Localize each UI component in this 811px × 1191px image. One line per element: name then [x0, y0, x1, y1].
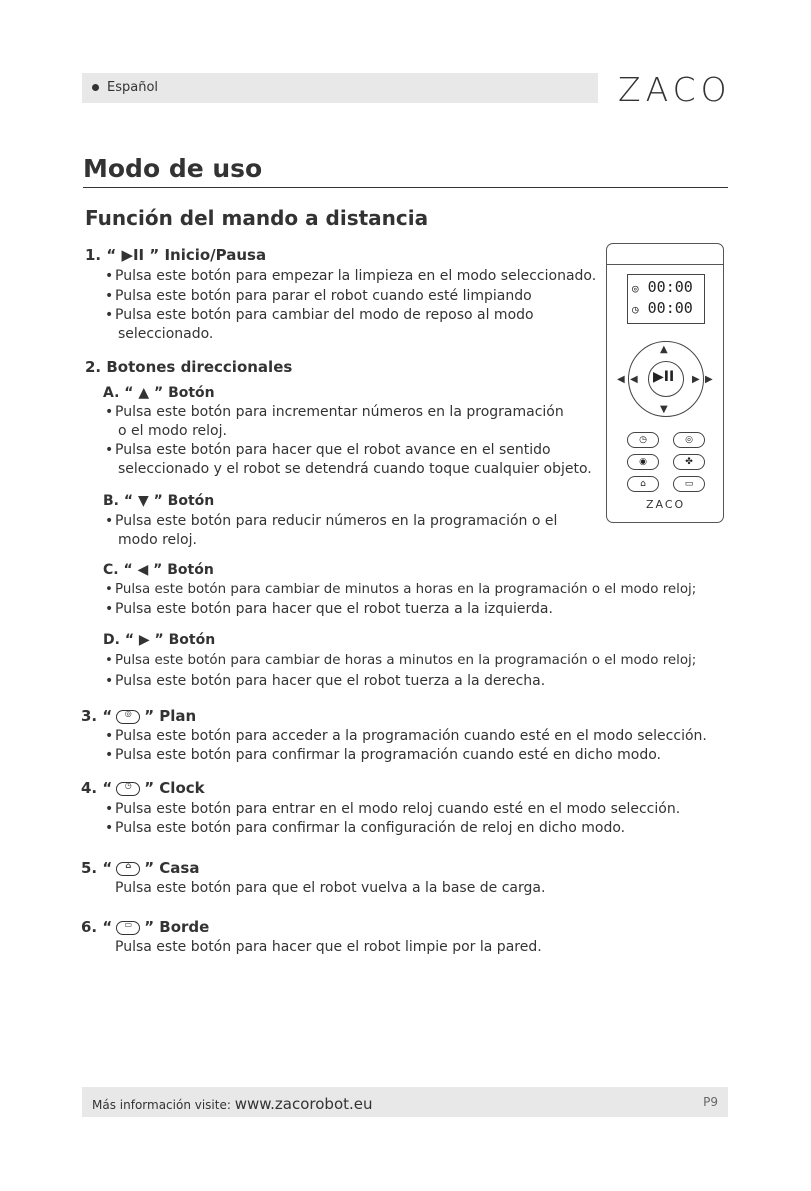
section-2a-line-2: o el modo reloj.: [118, 423, 227, 439]
page-title: Modo de uso: [83, 154, 263, 183]
section-1-line-1: • Pulsa este botón para empezar la limpieza en el modo seleccionado.: [105, 268, 597, 284]
section-2a-line-4: seleccionado y el robot se detendrá cuando toque cualquier objeto.: [118, 461, 592, 477]
edge-icon: ▭: [684, 479, 694, 489]
section-3-heading: 3. “ ◎ ” Plan: [81, 707, 197, 725]
section-4-line-2: • Pulsa este botón para confirmar la configuración de reloj en dicho modo.: [105, 820, 626, 836]
spiral-icon: ◉: [639, 457, 647, 467]
section-2b-heading: B. “ ▼ ” Botón: [103, 493, 215, 509]
section-2d-line-2: • Pulsa este botón para hacer que el robot tuerza a la derecha.: [105, 673, 546, 689]
remote-brand: ZACO: [646, 498, 686, 511]
home-button[interactable]: [627, 476, 659, 492]
section-2d-heading: D. “ ▶ ” Botón: [103, 632, 216, 648]
section-2b-line-1: • Pulsa este botón para reducir números en la programación o el: [105, 513, 558, 529]
plan-icon: ◎: [632, 282, 639, 295]
language-bar: [82, 73, 598, 103]
section-4-line-1: • Pulsa este botón para entrar en el modo reloj cuando esté en el modo selección.: [105, 801, 681, 817]
section-1-line-3: • Pulsa este botón para cambiar del modo de reposo al modo: [105, 307, 534, 323]
section-2c-line-2: • Pulsa este botón para hacer que el robot tuerza a la izquierda.: [105, 601, 553, 617]
section-3-line-1: • Pulsa este botón para acceder a la programación cuando esté en el modo selección.: [105, 728, 707, 744]
section-4-heading: 4. “ ◷ ” Clock: [81, 779, 205, 797]
fan-icon: ✤: [685, 457, 693, 467]
home-icon: ⌂: [640, 479, 646, 489]
section-1-heading: 1. “ ▶II ” Inicio/Pausa: [85, 246, 267, 264]
plan-icon: ◎: [685, 435, 693, 445]
section-2b-line-2: modo reloj.: [118, 532, 197, 548]
section-6-line-1: Pulsa este botón para hacer que el robot limpie por la pared.: [115, 939, 542, 955]
plan-button[interactable]: [673, 432, 705, 448]
arrow-up-icon[interactable]: ▲: [660, 344, 668, 355]
zaco-logo: ZACO: [618, 70, 732, 109]
section-2-heading: 2. Botones direccionales: [85, 358, 293, 376]
page-number: P9: [703, 1095, 718, 1109]
arrow-right-icon[interactable]: ▶: [692, 374, 700, 385]
clock-icon: ◷: [639, 435, 647, 445]
plan-icon: ◎: [116, 710, 140, 724]
clock-button[interactable]: [627, 432, 659, 448]
section-1-line-2: • Pulsa este botón para parar el robot cuando esté limpiando: [105, 288, 532, 304]
section-2d-line-1: • Pulsa este botón para cambiar de horas a minutos en la programación o el modo reloj;: [105, 653, 697, 668]
section-5-heading: 5. “ ⌂ ” Casa: [81, 859, 200, 877]
section-1-line-4: seleccionado.: [118, 326, 214, 342]
section-2c-line-1: • Pulsa este botón para cambiar de minutos a horas en la programación o el modo reloj;: [105, 582, 697, 597]
display-bottom-row: ◷ 00:00: [632, 299, 693, 317]
language-label: Español: [107, 80, 159, 95]
page-subtitle: Función del mando a distancia: [85, 206, 429, 230]
spot-button[interactable]: [627, 454, 659, 470]
bullet-icon: [92, 84, 99, 91]
section-2a-heading: A. “ ▲ ” Botón: [103, 385, 215, 401]
section-2a-line-3: • Pulsa este botón para hacer que el robot avance en el sentido: [105, 442, 551, 458]
footer-url[interactable]: www.zacorobot.eu: [234, 1095, 373, 1113]
remote-control-illustration: [606, 243, 724, 523]
remote-display: [627, 274, 705, 324]
display-top-row: ◎ 00:00: [632, 278, 693, 296]
section-5-line-1: Pulsa este botón para que el robot vuelva a la base de carga.: [115, 880, 546, 896]
edge-button[interactable]: [673, 476, 705, 492]
footer-info: Más información visite: www.zacorobot.eu: [92, 1095, 373, 1113]
home-icon: ⌂: [116, 862, 140, 876]
footer-bar: [82, 1087, 728, 1117]
edge-icon: ▭: [116, 921, 140, 935]
arrow-left-icon[interactable]: ◀: [630, 374, 638, 385]
fan-button[interactable]: [673, 454, 705, 470]
arrow-down-icon[interactable]: ▼: [660, 404, 668, 415]
play-pause-button[interactable]: ▶II: [648, 361, 684, 397]
section-3-line-2: • Pulsa este botón para confirmar la programación cuando esté en dicho modo.: [105, 747, 661, 763]
clock-icon: ◷: [632, 303, 639, 316]
section-6-heading: 6. “ ▭ ” Borde: [81, 918, 210, 936]
section-2c-heading: C. “ ◀ ” Botón: [103, 562, 214, 578]
title-divider: [83, 187, 728, 188]
section-2a-line-1: • Pulsa este botón para incrementar números en la programación: [105, 404, 564, 420]
remote-top-divider: [607, 264, 723, 265]
right-indicator-icon: ▶: [705, 374, 713, 385]
clock-icon: ◷: [116, 782, 140, 796]
left-indicator-icon: ◀: [617, 374, 625, 385]
